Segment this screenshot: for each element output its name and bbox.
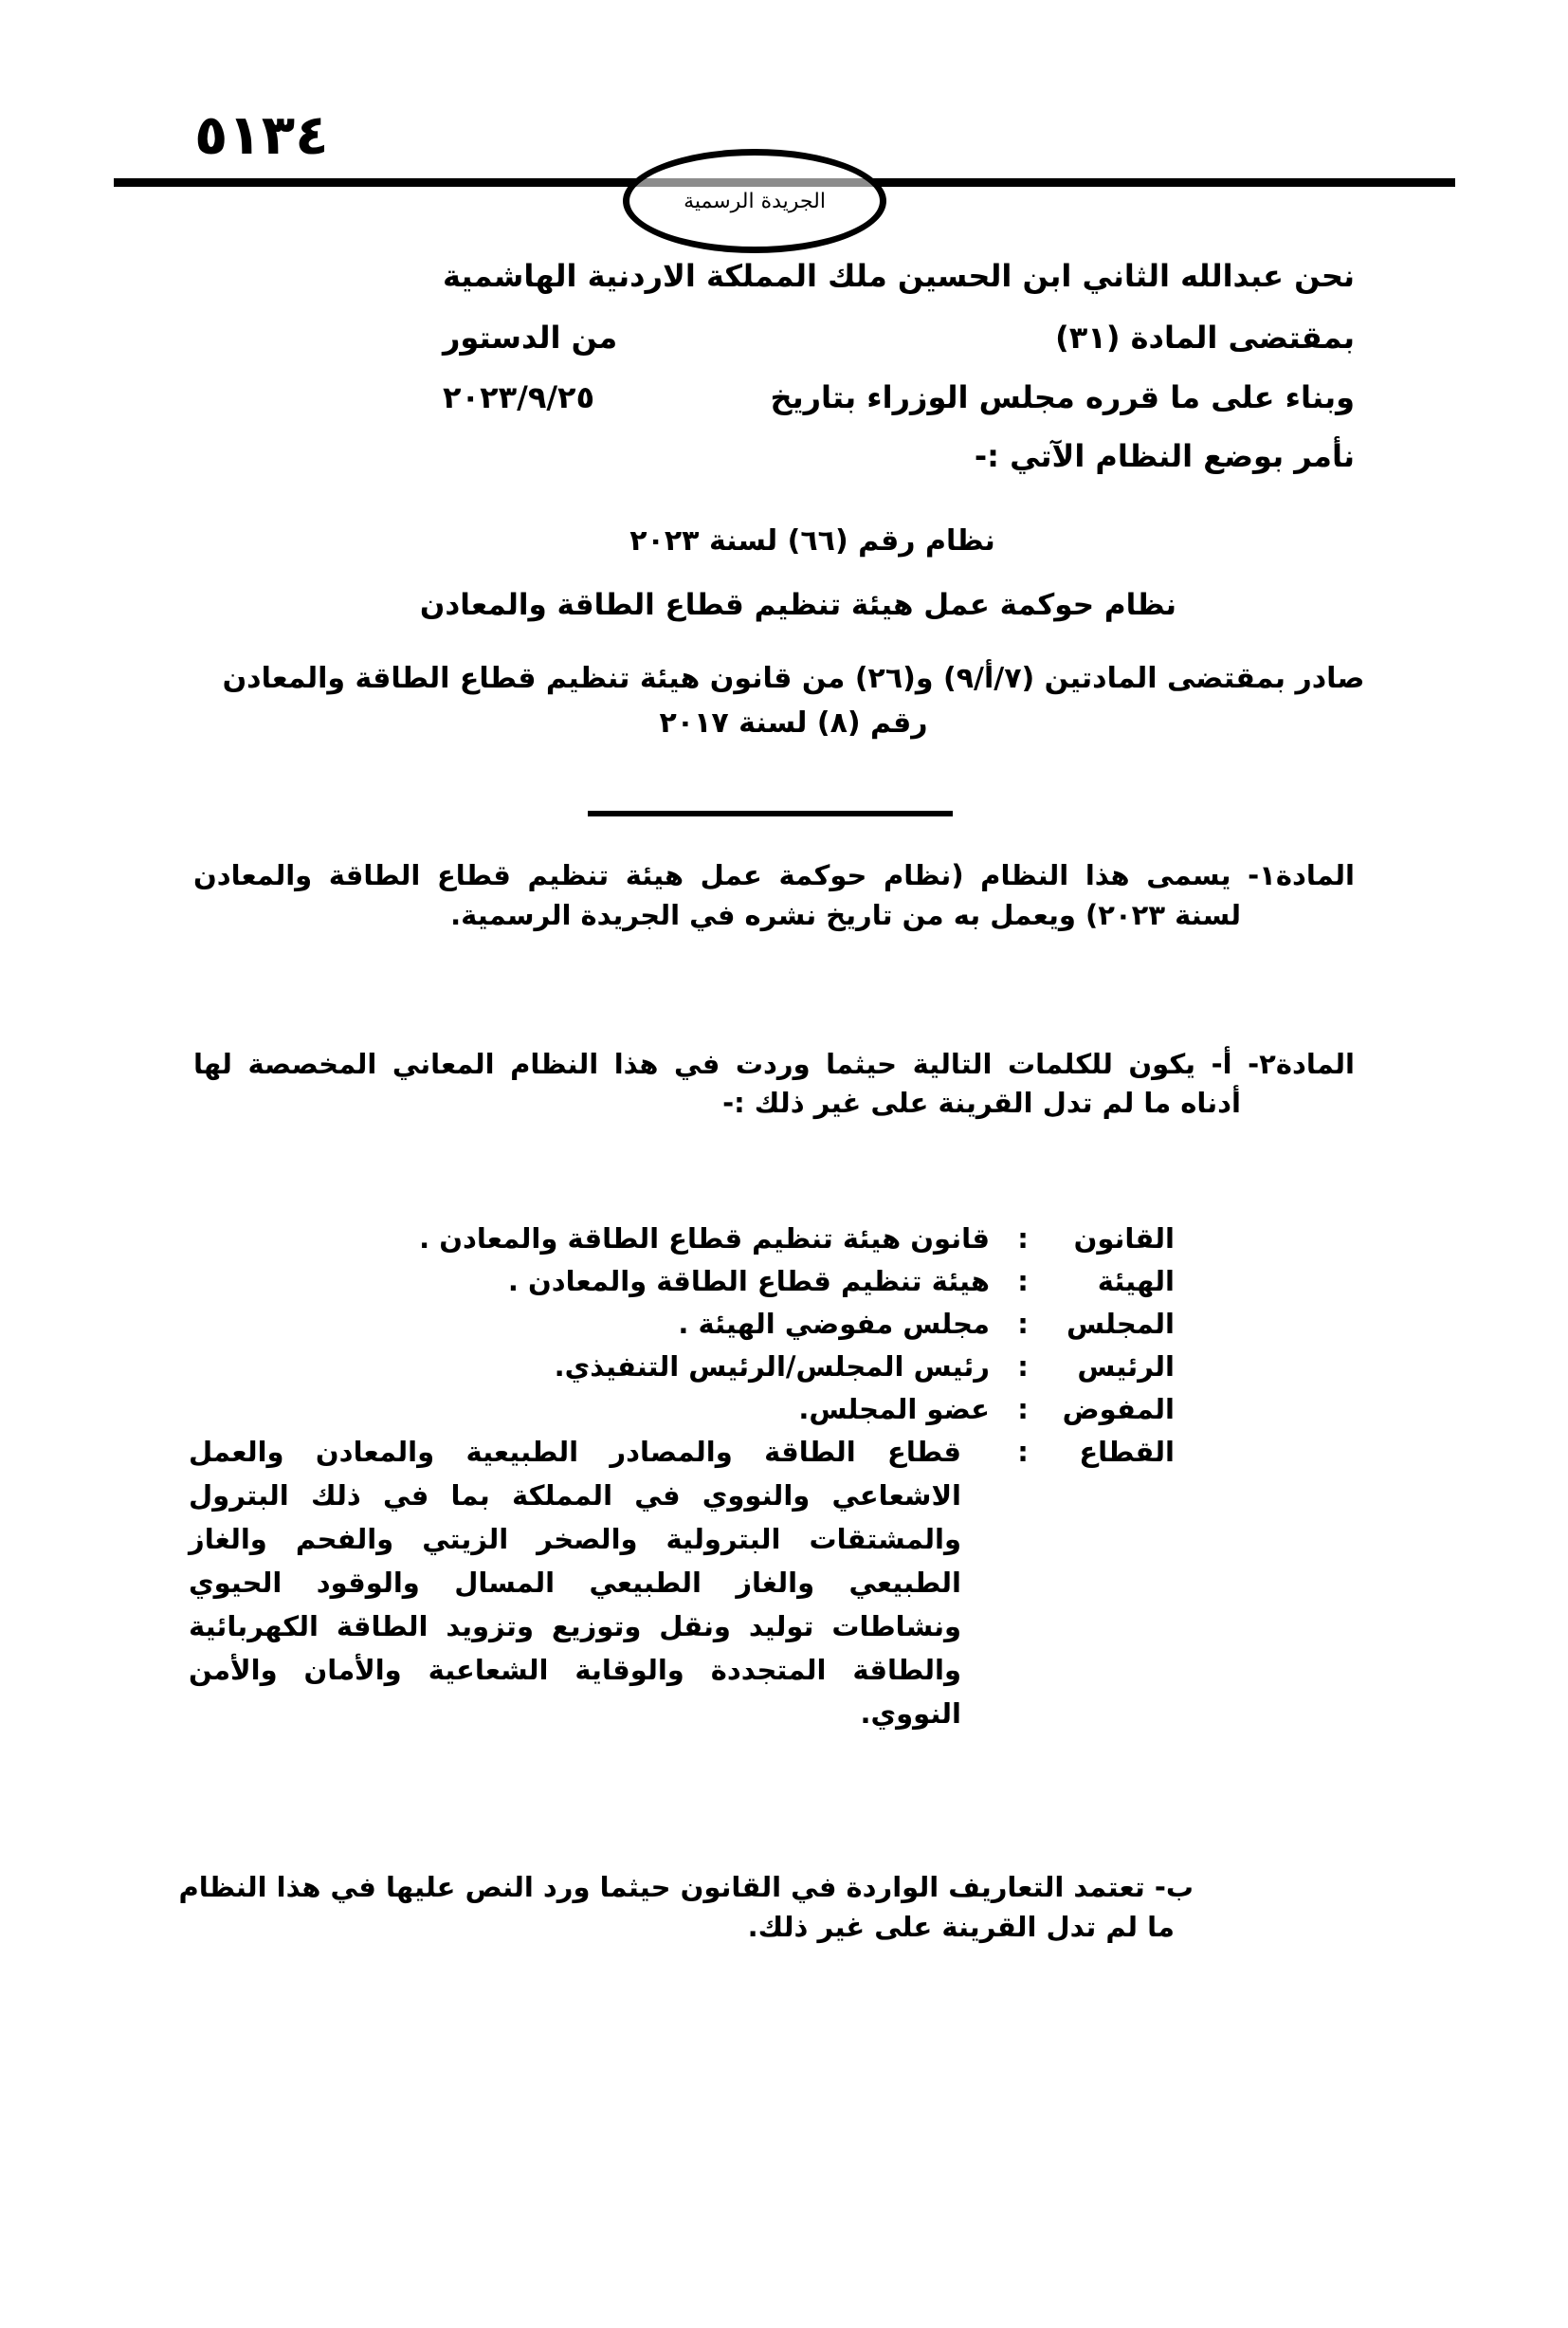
preamble-line-4: نأمر بوضع النظام الآتي :- bbox=[974, 438, 1355, 474]
definition-separator: : bbox=[1017, 1436, 1029, 1468]
definition-row bbox=[508, 1262, 1175, 1300]
definition-value-line: والطاقة المتجددة والوقاية الشعاعية والأمان والأمن bbox=[189, 1654, 961, 1686]
page-number: ٥١٣٤ bbox=[194, 102, 329, 167]
gazette-title-oval bbox=[623, 149, 886, 253]
definition-value: هيئة تنظيم قطاع الطاقة والمعادن . bbox=[507, 1265, 990, 1297]
definition-separator: : bbox=[1017, 1222, 1029, 1255]
preamble-line-2-end: من الدستور bbox=[443, 320, 618, 356]
preamble-line-2 bbox=[443, 320, 1355, 356]
definition-row bbox=[555, 1347, 1175, 1385]
definition-value-line: قطاع الطاقة والمصادر الطبيعية والمعادن والعمل bbox=[189, 1436, 961, 1468]
preamble-line-3-text: وبناء على ما قرره مجلس الوزراء بتاريخ bbox=[770, 379, 1355, 415]
regulation-issued-line-2: رقم (٨) لسنة ٢٠١٧ bbox=[659, 706, 928, 740]
definition-row bbox=[990, 1433, 1175, 1471]
definition-value: رئيس المجلس/الرئيس التنفيذي. bbox=[554, 1350, 990, 1383]
article-2-intro-line-1: المادة٢- أ- يكون للكلمات التالية حيثما وردت في هذا النظام المعاني المخصصة لها bbox=[193, 1048, 1355, 1080]
regulation-issued-line-1: صادر بمقتضى المادتين (٧/أ/٩) و(٢٦) من قانون هيئة تنظيم قطاع الطاقة والمعادن bbox=[222, 662, 1365, 695]
definition-term: الهيئة bbox=[1097, 1265, 1175, 1297]
definition-value-line: الاشعاعي والنووي في المملكة بما في ذلك البترول bbox=[189, 1479, 961, 1512]
definition-separator: : bbox=[1017, 1350, 1029, 1383]
definition-term: القطاع bbox=[1079, 1436, 1175, 1468]
regulation-title: نظام حوكمة عمل هيئة تنظيم قطاع الطاقة والمعادن bbox=[419, 588, 1177, 622]
definition-row bbox=[419, 1219, 1175, 1257]
article-2-intro-line-2: أدناه ما لم تدل القرينة على غير ذلك :- bbox=[722, 1087, 1241, 1119]
definition-value-line: والمشتقات البترولية والصخر الزيتي والفحم والغاز bbox=[189, 1523, 961, 1555]
decree-date: ٢٠٢٣/٩/٢٥ bbox=[443, 379, 595, 415]
article-1-line-1: المادة١- يسمى هذا النظام (نظام حوكمة عمل هيئة تنظيم قطاع الطاقة والمعادن bbox=[193, 859, 1355, 891]
definition-value-sector bbox=[189, 1433, 961, 1732]
section-divider bbox=[588, 811, 953, 816]
definition-value-line: الطبيعي والغاز الطبيعي المسال والوقود الحيوي bbox=[189, 1567, 961, 1599]
definition-separator: : bbox=[1017, 1265, 1029, 1297]
definition-term: القانون bbox=[1073, 1222, 1175, 1255]
article-2-clause-b-line-1: ب- تعتمد التعاريف الواردة في القانون حيثما ورد النص عليها في هذا النظام bbox=[178, 1871, 1194, 1903]
preamble-line-3 bbox=[443, 379, 1355, 415]
preamble-line-2-start: بمقتضى المادة (٣١) bbox=[1055, 320, 1355, 356]
article-1-line-2: لسنة ٢٠٢٣) ويعمل به من تاريخ نشره في الجريدة الرسمية. bbox=[450, 899, 1241, 931]
definition-term: الرئيس bbox=[1077, 1350, 1175, 1383]
definition-value-line: ونشاطات توليد ونقل وتوزيع وتزويد الطاقة الكهربائية bbox=[189, 1610, 961, 1642]
definition-term: المجلس bbox=[1066, 1308, 1175, 1340]
definition-value-line: النووي. bbox=[860, 1697, 961, 1730]
definition-value: عضو المجلس. bbox=[798, 1393, 990, 1425]
definition-row bbox=[678, 1305, 1175, 1343]
regulation-number: نظام رقم (٦٦) لسنة ٢٠٢٣ bbox=[629, 524, 995, 558]
definition-value: مجلس مفوضي الهيئة . bbox=[678, 1308, 990, 1340]
article-2-clause-b-line-2: ما لم تدل القرينة على غير ذلك. bbox=[747, 1911, 1175, 1943]
definition-row bbox=[798, 1390, 1175, 1428]
preamble-line-1: نحن عبدالله الثاني ابن الحسين ملك المملكة الاردنية الهاشمية bbox=[443, 258, 1355, 294]
definition-value: قانون هيئة تنظيم قطاع الطاقة والمعادن . bbox=[419, 1222, 990, 1255]
definition-separator: : bbox=[1017, 1393, 1029, 1425]
definition-separator: : bbox=[1017, 1308, 1029, 1340]
definition-term: المفوض bbox=[1062, 1393, 1175, 1425]
gazette-title: الجريدة الرسمية bbox=[684, 189, 826, 213]
